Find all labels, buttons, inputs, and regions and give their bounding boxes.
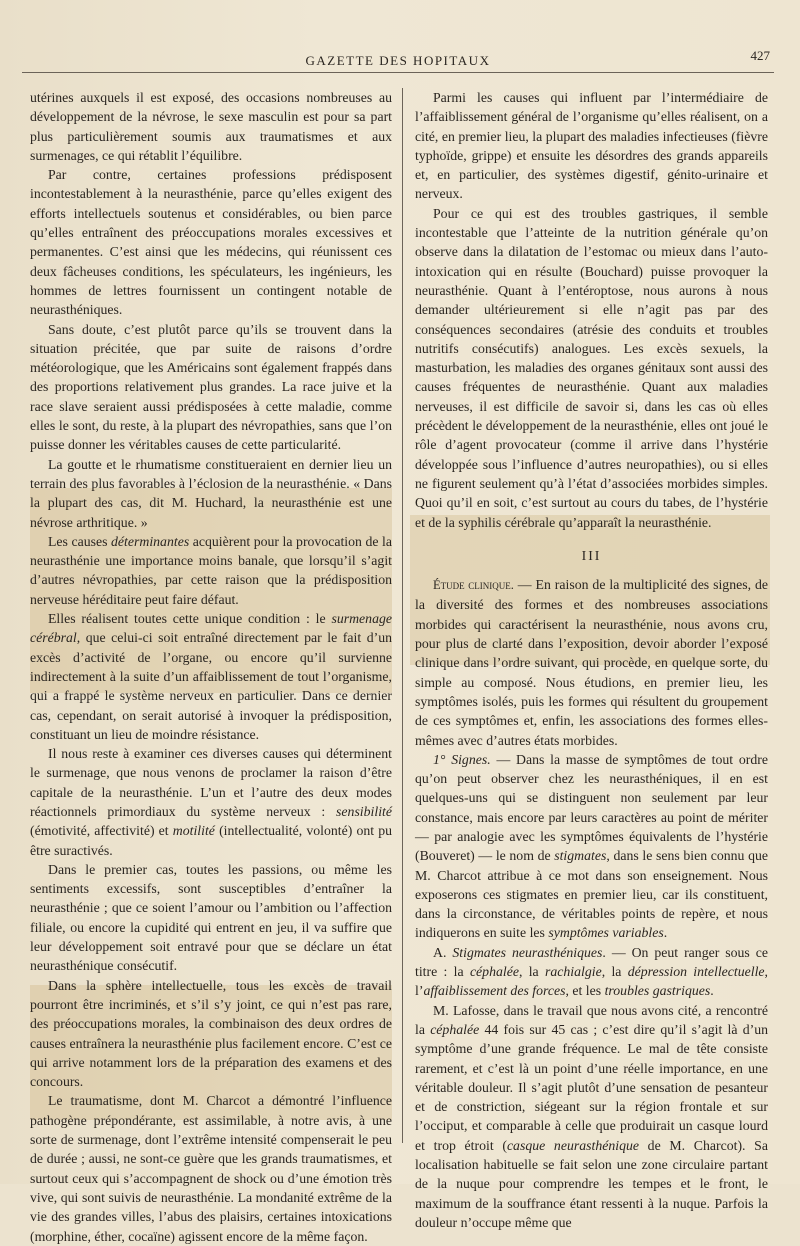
italic-term: déterminantes	[111, 533, 190, 549]
section-number: III	[581, 547, 602, 563]
text-run: — Dans la masse de symptômes de tout ordre qu’on peut observer chez les neurasthéniques, il en est quelques-uns qui se distinguent non seulement par leur constance, mais encore par leurs caractères au point de mériter — par analogie avec les symptômes équivalents de l’hystérie (Bouveret) — le nom de	[415, 751, 768, 864]
paragraph	[415, 750, 768, 943]
text-run: , la	[601, 964, 628, 980]
paragraph: Parmi les causes qui influent par l’intermédiaire de l’affaiblissement général de l’organisme qu’elles réalisent, on a cité, en premier lieu, la plupart des maladies infectieuses (fièvre typhoïde, grippe) et ensuite les désordres des grands appareils et, en particulier, des systèmes digestif, génito-urinaire et nerveux.	[415, 90, 768, 202]
italic-term: céphalée	[430, 1021, 480, 1037]
page-number: 427	[750, 48, 770, 63]
italic-term: affaiblissement des forces	[423, 983, 566, 999]
text-run: Les causes	[48, 533, 112, 549]
paragraph: Le traumatisme, dont M. Charcot a démontré l’influence pathogène prépondérante, est assimilable, à notre avis, à une sorte de surmenage, dont l’extrême intensité compenserait le peu de durée ; aussi, ne sont-ce guère que les grands traumatismes, et surtout ceux qui s’accompagnent de shock ou d’une émotion très vive, qui sont suivis de neurasthénie. La mondanité extrême de la vie des grandes villes, l’abus des plaisirs, certaines intoxications (morphine, éther, cocaïne) agissent encore de la même façon.	[30, 1093, 392, 1244]
text-run: (émotivité, affectivité) et	[30, 823, 173, 839]
italic-term: Stigmates neurasthéniques	[452, 944, 603, 960]
subsection-label: 1° Signes.	[433, 751, 491, 767]
paragraph	[415, 575, 768, 750]
text-run: , la	[518, 964, 545, 980]
right-column	[415, 88, 768, 1232]
text-run: , l’	[415, 964, 768, 999]
text-run: , et les	[565, 983, 605, 999]
text-run: 44 fois sur 45 cas ; c’est dire qu’il s’agit là d’un symptôme d’une grande fréquence. Le mal de tête consiste rarement, et c’est là un point d’une réelle importance, en une véritable douleur. Il s’agit plutôt d’une sensation de pesanteur et de constriction, siégeant sur la région frontale et sur l’occiput, et comparable à celle que produirait un casque lourd et trop étroit (	[415, 1021, 768, 1153]
paragraph	[30, 609, 392, 744]
text-run: .	[710, 983, 714, 999]
paragraph	[30, 744, 392, 860]
text-run: — En raison de la multiplicité des signes, de la diversité des formes et des nombreuses associations morbides qui caractérisent la neurasthénie, nous avons cru, pour plus de clarté dans l’exposition, devoir aborder l’exposé clinique dans l’ordre suivant, qui procède, en quelque sorte, du simple au composé. Nous étudions, en premier lieu, les symptômes isolés, puis les formes qui résultent du groupement de ces symptômes et, enfin, les associations des formes elles-mêmes avec d’autres états morbides.	[415, 577, 769, 748]
text-run: .	[663, 925, 668, 941]
italic-term: surmenage cérébral	[30, 611, 392, 646]
italic-term: casque neurasthénique	[506, 1137, 639, 1153]
section-heading: Étude clinique.	[433, 578, 514, 593]
paragraph	[415, 1001, 768, 1233]
text-run: M. Lafosse, dans le travail que nous avons cité, a rencontré la	[415, 1002, 768, 1037]
italic-term: motilité	[172, 823, 215, 839]
italic-term: troubles gastriques	[604, 983, 711, 999]
italic-term: symptômes variables	[548, 925, 664, 941]
italic-term: stigmates	[554, 848, 607, 864]
text-run: A.	[433, 944, 453, 960]
italic-term: céphalée	[469, 964, 519, 980]
paragraph: Par contre, certaines professions prédisposent incontestablement à la neurasthénie, parce qu’elles exigent des efforts intellectuels soutenus et considérables, ou bien parce qu’elles entraînent des préoccupations morales excessives et permanentes. C’est ainsi que les médecins, qui réunissent ces deux fâcheuses conditions, les spéculateurs, les ingénieurs, les hommes de lettres fournissent un contingent notable de neurasthéniques.	[30, 167, 392, 318]
text-run: , que celui-ci soit entraîné directement par le fait d’un excès d’activité de l’organe, ou encore qu’il survienne indirectement à la suite d’un affaiblissement de tout l’organisme, qui a frappé le système nerveux en particulier. Dans ce dernier cas, cependant, on serait autorisé à invoquer la prédisposition, constituant un lieu de moindre résistance.	[30, 630, 392, 742]
paragraph: Dans la sphère intellectuelle, tous les excès de travail pourront être incriminés, et s’il s’y joint, ce qui n’est pas rare, des préoccupations morales, la combinaison des deux ordres de causes entraînera la neurasthénie plus facilement encore. C’est ce qui arrive notamment lors de la préparation des examens et des concours.	[30, 977, 392, 1090]
text-run: de M. Charcot). Sa localisation habituelle se fait selon une zone circulaire partant de la nuque pour comprendre les tempes et le front, le maximum de la souffrance étant ressenti à la nuque. Parfois la douleur n’occupe même que	[415, 1137, 768, 1230]
journal-title: GAZETTE DES HOPITAUX	[305, 53, 491, 68]
italic-term: rachialgie	[544, 964, 602, 980]
text-run: , dans le sens bien connu que M. Charcot attribue à ce mot dans son enseignement. Nous exposerons ces stigmates en premier lieu, car ils constituent, dans la circonstance, de véritables points de repère, et nous indiquerons en suite les	[415, 848, 769, 941]
text-run: acquièrent pour la provocation de la neurasthénie une importance moins banale, que lorsqu’il s’agit d’autres névropathies, par cette raison que la prédisposition nerveuse héréditaire peut faire défaut.	[30, 533, 392, 607]
italic-term: sensibilité	[336, 803, 392, 819]
text-run: Elles réalisent toutes cette unique condition : le	[48, 611, 332, 627]
paragraph: Pour ce qui est des troubles gastriques, il semble incontestable que l’atteinte de la nutrition générale qu’on observe dans la dilatation de l’estomac ou mieux dans l’auto-intoxication qui en résulte (Bouchard) puisse provoquer la neurasthénie. Quant à l’entéroptose, nous aurons à nous demander ultérieurement si elle n’agit pas par des conséquences secondaires (atrésie des conduits et troubles nutritifs consécutifs) analogues. Les excès sexuels, la masturbation, les maladies des organes génitaux sont aussi des causes fréquentes de neurasthénie. Quant aux maladies nerveuses, il est difficile de savoir si, dans les cas où elles précèdent le développement de la neurasthénie, elles ont joué le rôle d’agent provocateur (comme il arrive dans l’hystérie développée sous l’influence d’autres neuropathies), ou si elles ne figurent seulement qu’à l’état d’associées morbides simples. Quoi qu’il en soit, c’est surtout au cours du tabes, de l’hystérie et de la syphilis cérébrale qu’apparaît la neurasthénie.	[415, 205, 768, 530]
paragraph: Sans doute, c’est plutôt parce qu’ils se trouvent dans la situation précitée, que par suite de raisons d’ordre météorologique, que les Américains sont également frappés dans des proportions relativement plus grandes. La race juive et la race slave seraient aussi prédisposées à cette maladie, comme elles le sont, du reste, à la plupart des névropathies, sans que l’on puisse donner les véritables causes de cette particularité.	[30, 321, 392, 453]
column-divider	[402, 88, 403, 1143]
page-header	[22, 50, 774, 73]
text-run: (intellectualité, volonté) ont pu être suractivés.	[30, 823, 393, 858]
paragraph: La goutte et le rhumatisme constitueraient en dernier lieu un terrain des plus favorables à l’éclosion de la neurasthénie. « Dans la plupart des cas, dit M. Huchard, la neurasthénie est une névrose arthritique. »	[30, 456, 392, 530]
paragraph: Dans le premier cas, toutes les passions, ou même les sentiments excessifs, sont susceptibles d’entraîner la neurasthénie ; que ce soient l’amour ou l’ambition ou l’affection filiale, ou encore la cupidité qui entrent en jeu, il va suffire que leur développement soit entravé pour que se déclare un état neurasthénique consécutif.	[30, 861, 392, 974]
text-run: . — On peut ranger sous ce titre : la	[415, 944, 768, 980]
paragraph: utérines auxquels il est exposé, des occasions nombreuses au développement de la névrose, le sexe masculin est pour sa part plus particulièrement soumis aux traumatismes et aux surmenages, ce qui rétablit l’équilibre.	[30, 90, 392, 163]
italic-term: dépression intellectuelle	[627, 964, 765, 980]
paragraph	[30, 532, 392, 609]
paragraph	[415, 943, 768, 1001]
text-run: Il nous reste à examiner ces diverses causes qui déterminent le surmenage, que nous venons de proclamer la raison d’être capitale de la neurasthénie. L’un et l’autre des deux modes réactionnels primordiaux du système nerveux :	[30, 746, 392, 819]
left-column	[30, 88, 392, 1246]
